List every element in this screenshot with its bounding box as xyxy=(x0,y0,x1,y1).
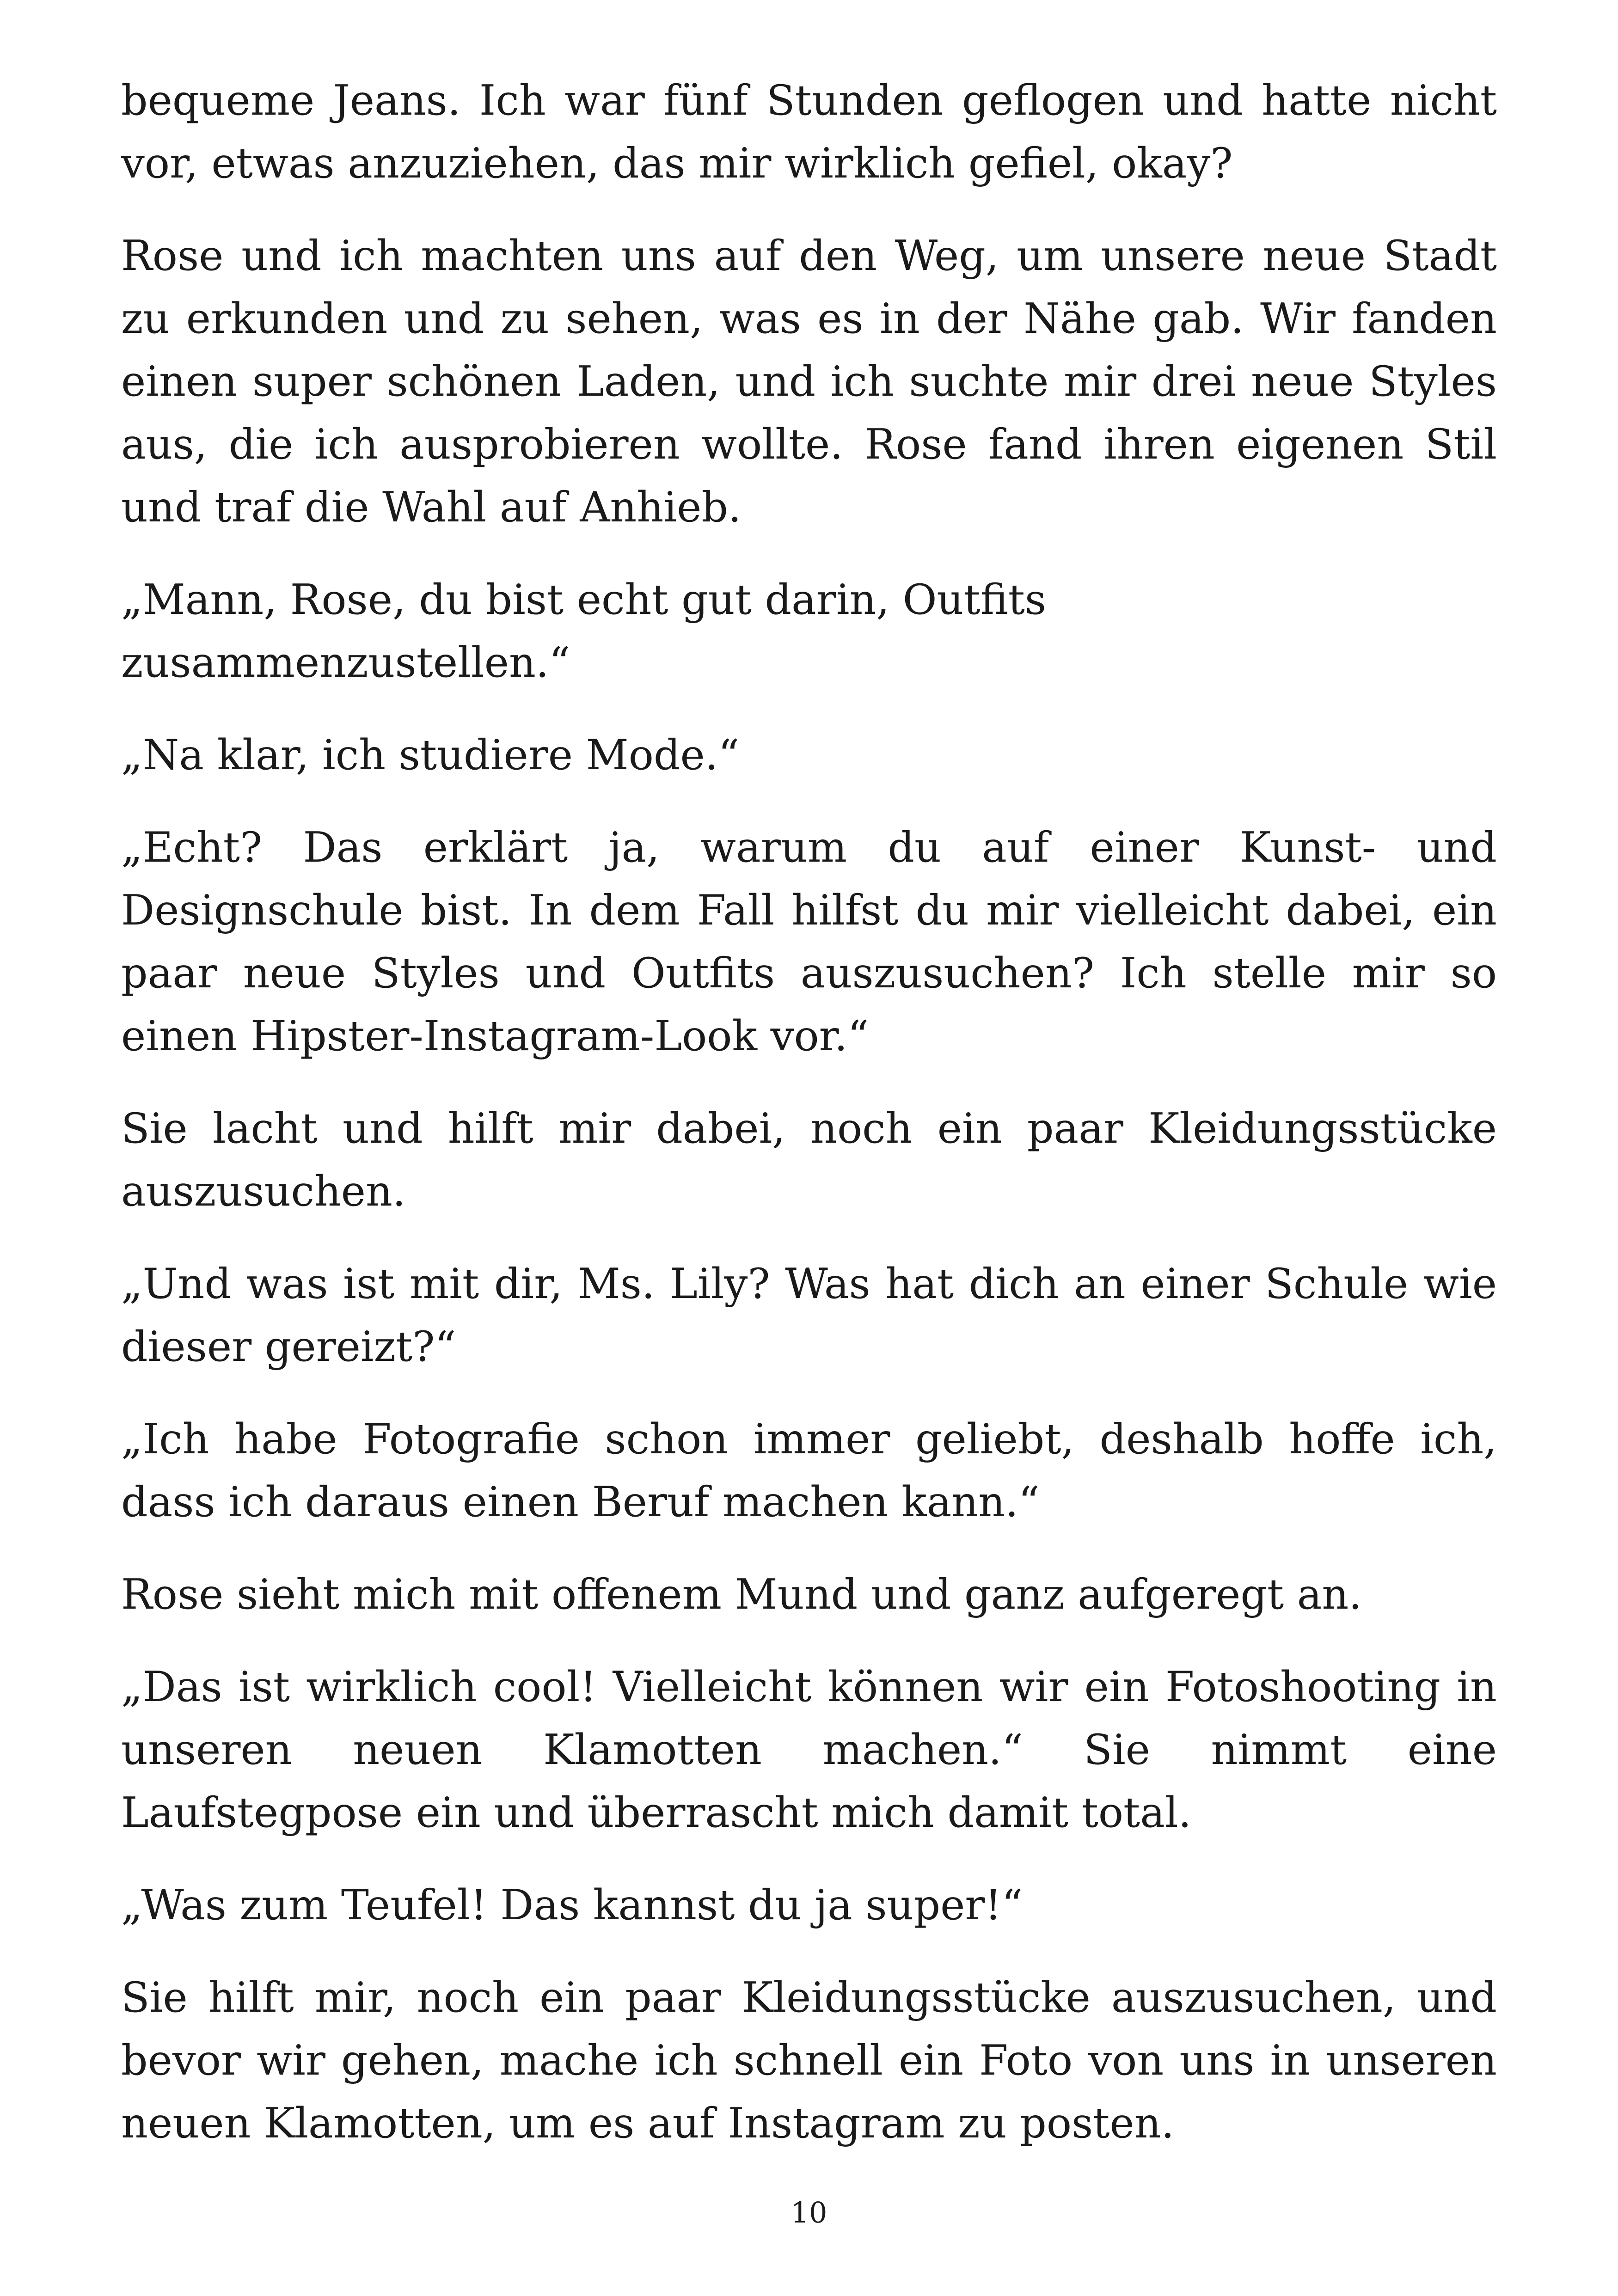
paragraph: „Das ist wirklich cool! Vielleicht können wir ein Fotoshooting in unseren neuen Klamotten machen.“ Sie nimmt eine Laufstegpose ein und überrascht mich damit total. xyxy=(121,1663,1497,1837)
paragraph: bequeme Jeans. Ich war fünf Stunden geflogen und hatte nicht vor, etwas anzuziehen, das mir wirklich gefiel, okay? xyxy=(121,76,1497,188)
paragraph: „Na klar, ich studiere Mode.“ xyxy=(121,731,740,779)
paragraph: Sie hilft mir, noch ein paar Kleidungsstücke auszusuchen, und bevor wir gehen, mache ich schnell ein Foto von uns in unseren neuen Klamotten, um es auf Instagram zu posten. xyxy=(121,1973,1497,2148)
paragraph: „Und was ist mit dir, Ms. Lily? Was hat dich an einer Schule wie dieser gereizt?“ xyxy=(121,1260,1497,1371)
body-text xyxy=(121,69,1497,2185)
paragraph: Rose sieht mich mit offenem Mund und ganz aufgeregt an. xyxy=(121,1570,1362,1619)
paragraph: „Was zum Teufel! Das kannst du ja super!“ xyxy=(121,1881,1023,1929)
paragraph: „Ich habe Fotografie schon immer geliebt, deshalb hoffe ich, dass ich daraus einen Beruf machen kann.“ xyxy=(121,1415,1497,1526)
paragraph: Rose und ich machten uns auf den Weg, um unsere neue Stadt zu erkunden und zu sehen, was es in der Nähe gab. Wir fanden einen super schönen Laden, und ich suchte mir drei neue Styles aus, die ich ausprobieren wollte. Rose fand ihren eigenen Stil und traf die Wahl auf Anhieb. xyxy=(121,232,1497,532)
paragraph: „Echt? Das erklärt ja, warum du auf einer Kunst- und Designschule bist. In dem Fall hilfst du mir vielleicht dabei, ein paar neue Styles und Outfits auszusuchen? Ich stelle mir so einen Hipster-Instagram-Look vor.“ xyxy=(121,823,1497,1060)
paragraph: „Mann, Rose, du bist echt gut darin, Outfits zusammenzustellen.“ xyxy=(121,576,1047,687)
paragraph: Sie lacht und hilft mir dabei, noch ein paar Kleidungsstücke auszusuchen. xyxy=(121,1104,1497,1216)
page-number: 10 xyxy=(791,2196,827,2229)
